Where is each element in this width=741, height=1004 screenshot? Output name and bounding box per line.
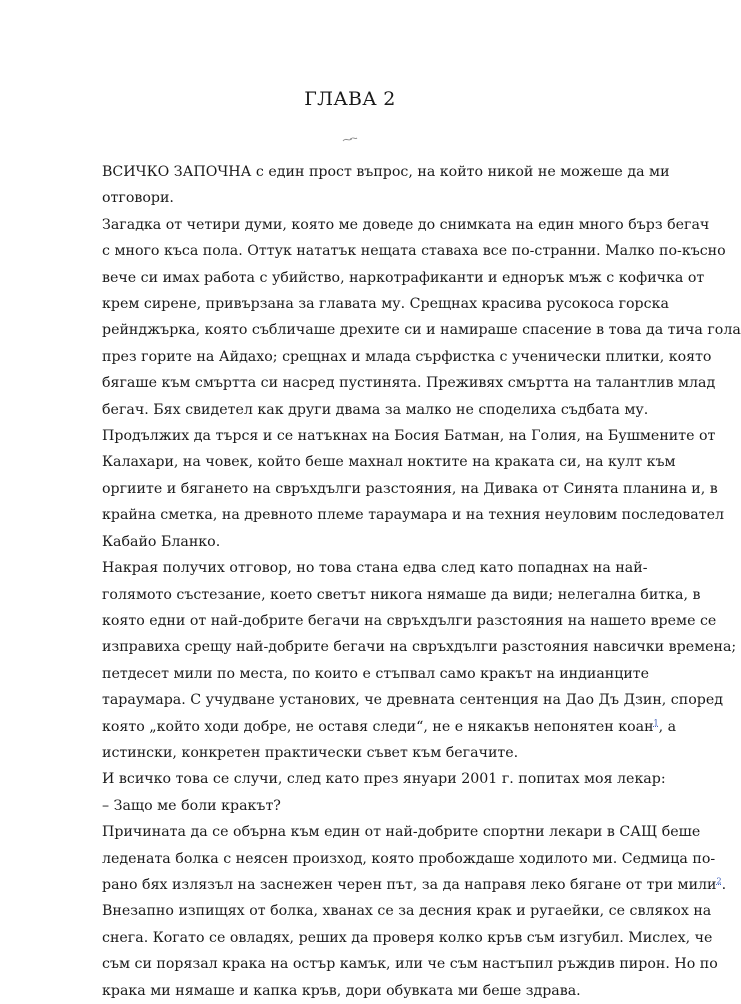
text-line: снега. Когато се овладях, реших да проверя колко кръв съм изгубил. Мислех, че — [102, 929, 713, 946]
footnote-link-2[interactable]: 2 — [716, 876, 722, 886]
text-line: оргиите и бягането на свръхдълги разстояния, на Дивака от Синята планина и, в — [102, 480, 718, 497]
text-line: която едни от най-добрите бегачи на свръхдълги разстояния на нашето време се — [102, 612, 717, 629]
text-line: Загадка от четири думи, която ме доведе до снимката на един много бърз бегач — [102, 216, 710, 233]
text-line: вече си имах работа с убийство, наркотрафиканти и еднорък мъж с кофичка от — [102, 269, 705, 286]
dialogue-line: – Защо ме боли кракът? — [102, 797, 281, 814]
text-line: Продължих да търся и се натъкнах на Босия Батман, на Голия, на Бушмените от — [102, 428, 716, 445]
text-line: с много къса пола. Оттук нататък нещата ставаха все по-странни. Малко по-късно — [102, 243, 726, 260]
text-line: Калахари, на човек, който беше махнал ноктите на краката си, на култ към — [102, 454, 676, 471]
text-line: ледената болка с неясен произход, която пробождаше ходилото ми. Седмица по- — [102, 850, 716, 867]
text-line: крайна сметка, на древното племе тараумара и на техния неуловим последовател — [102, 507, 725, 524]
text-line: , а — [658, 718, 677, 735]
text-line: с един прост въпрос, на който никой не можеше да ми — [251, 164, 670, 180]
text-line: бегач. Бях свидетел как други двама за малко не споделиха съдбата му. — [102, 401, 649, 418]
text-line: крем сирене, привързана за главата му. Срещнах красива русокоса горска — [102, 296, 669, 313]
paragraph-4 — [102, 555, 737, 766]
paragraph-2 — [102, 212, 741, 423]
paragraph-lead-words: ВСИЧКО ЗАПОЧНА — [102, 164, 252, 180]
text-line: петдесет мили по места, по които е стъпвал само кракът на индианците — [102, 665, 650, 682]
text-line: Внезапно изпищях от болка, хванах се за десния крак и ругаейки, се свлякох на — [102, 903, 712, 920]
text-line: истински, конкретен практически съвет към бегачите. — [102, 744, 519, 761]
footnote-link-1[interactable]: 1 — [653, 717, 659, 727]
text-line: И всичко това се случи, след като през януари 2001 г. попитах моя лекар: — [102, 771, 666, 788]
text-line: рано бях излязъл на заснежен черен път, за да направя леко бягане от три мили — [102, 876, 717, 893]
text-line: през горите на Айдахо; срещнах и млада сърфистка с ученически плитки, която — [102, 348, 712, 365]
text-line: Причината да се обърна към един от най-добрите спортни лекари в САЩ беше — [102, 824, 701, 841]
text-line: Накрая получих отговор, но това стана едва след като попаднах на най- — [102, 560, 648, 577]
paragraph-1 — [102, 159, 670, 212]
text-line: Кабайо Бланко. — [102, 533, 221, 550]
text-line: съм си порязал крака на остър камък, или че съм настъпил ръждив пирон. Но по — [102, 956, 718, 973]
text-line: крака ми нямаше и капка кръв, дори обувката ми беше здрава. — [102, 982, 581, 999]
text-line: бягаше към смъртта си насред пустинята. Преживях смъртта на талантлив млад — [102, 375, 716, 392]
paragraph-7 — [102, 819, 727, 1004]
text-line: която „който ходи добре, не оставя следи“, не е някакъв непонятен коан — [102, 718, 654, 735]
flourish-ornament-icon — [342, 135, 358, 143]
text-line: . — [721, 876, 727, 893]
paragraph-6-dialogue — [102, 793, 599, 819]
text-line: отговори. — [102, 190, 174, 207]
paragraph-3 — [102, 423, 725, 555]
chapter-body — [102, 159, 741, 1004]
text-line: тараумара. С учудване установих, че древната сентенция на Дао Дъ Дзин, според — [102, 692, 723, 709]
paragraph-5 — [102, 766, 666, 792]
text-line: голямото състезание, което светът никога нямаше да види; нелегална битка, в — [102, 586, 701, 603]
text-line: изправиха срещу най-добрите бегачи на свръхдълги разстояния навсички времена; — [102, 639, 737, 656]
chapter-title: ГЛАВА 2 — [304, 88, 396, 110]
text-line: рейнджърка, която събличаше дрехите си и намираше спасение в това да тича гола — [102, 322, 741, 339]
